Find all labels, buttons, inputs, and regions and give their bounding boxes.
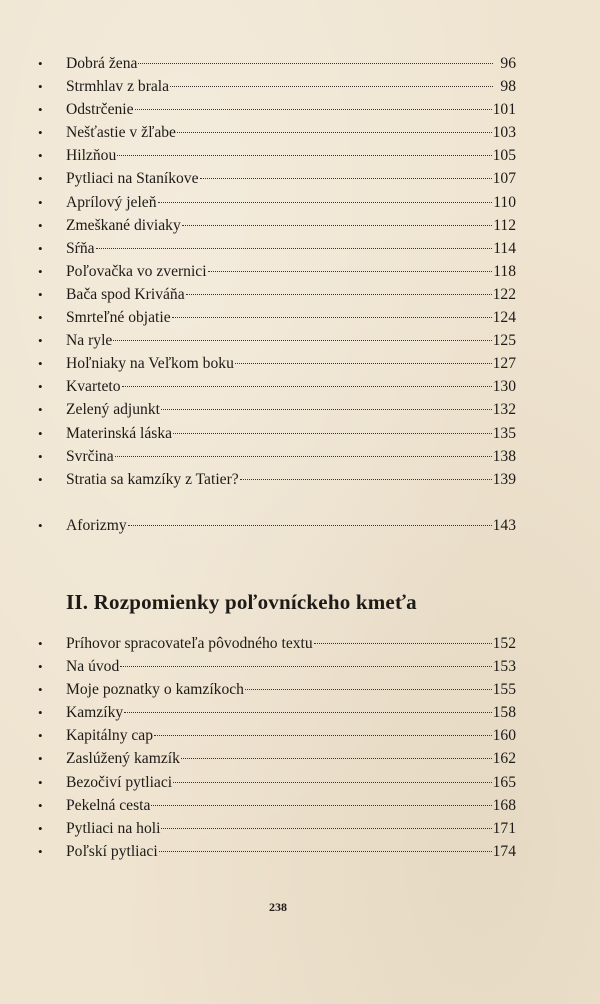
toc-entry-title: Kapitálny cap (66, 727, 154, 745)
toc-entry (36, 306, 516, 329)
toc-entry-page: 143 (492, 516, 516, 534)
toc-entry-page: 110 (493, 193, 516, 211)
toc-entry-title: Príhovor spracovateľa pôvodného textu (66, 635, 313, 652)
dot-leader (158, 202, 493, 203)
toc-entry-title: Strmhlav z brala (66, 78, 170, 96)
bullet: • (38, 79, 43, 95)
toc-entry-title: Svrčina (66, 447, 114, 465)
toc-entry (36, 771, 516, 794)
toc-entry-page: 165 (492, 773, 516, 791)
toc-entry (36, 167, 516, 190)
toc-entry (36, 747, 516, 770)
toc-entry (36, 840, 516, 863)
toc-entry-page: 127 (492, 355, 516, 373)
bullet: • (38, 402, 43, 418)
toc-entry-title: Materinská láska (66, 424, 173, 442)
toc-entry (36, 121, 516, 144)
toc-entry-title: Kvarteto (66, 378, 121, 396)
bullet: • (38, 125, 43, 141)
toc-entry (36, 352, 516, 375)
toc-entry-page: 118 (493, 262, 516, 280)
toc-entry-title: Pytliaci na Staníkove (66, 170, 199, 188)
toc-entry (36, 794, 516, 817)
toc-entry-page: 101 (492, 101, 516, 119)
toc-entry (36, 422, 516, 445)
bullet: • (38, 682, 43, 698)
toc-entry-page: 125 (492, 332, 516, 350)
bullet: • (38, 751, 43, 767)
dot-leader (170, 86, 493, 87)
bullet: • (38, 333, 43, 349)
toc-entry (36, 191, 516, 214)
bullet: • (38, 310, 43, 326)
dot-leader (159, 851, 492, 852)
bullet: • (38, 217, 43, 233)
dot-leader (138, 63, 493, 64)
toc-entry-title: Zaslúžený kamzík (66, 750, 180, 768)
toc-entry-title: Stratia sa kamzíky z Tatier? (66, 470, 239, 488)
toc-entry (36, 144, 516, 167)
dot-leader (128, 525, 492, 526)
toc-entry-page: 153 (492, 658, 516, 676)
toc-entry-title: Hoľniaky na Veľkom boku (66, 355, 234, 373)
toc-entry (36, 237, 516, 260)
toc-entry-title: Bača spod Kriváňa (66, 285, 185, 303)
bullet: • (38, 286, 43, 302)
toc-entry-page: 174 (492, 842, 516, 860)
toc-entry-page: 114 (493, 239, 516, 257)
dot-leader (200, 178, 492, 179)
toc-entry-page: 107 (492, 170, 516, 188)
toc-entry (36, 817, 516, 840)
toc-entry (36, 445, 516, 468)
toc-entry (36, 678, 516, 701)
toc-entry (36, 701, 516, 724)
dot-leader (172, 317, 492, 318)
toc-entry-page: 155 (492, 681, 516, 699)
toc-entry-title: Smrteľné objatie (66, 309, 171, 327)
toc-entry (36, 283, 516, 306)
dot-leader (181, 758, 492, 759)
toc-entry-page: 103 (492, 124, 516, 142)
toc-entry (36, 214, 516, 237)
toc-entry-title: Dobrá žena (66, 55, 138, 72)
toc-entry-title: Poľovačka vo zvernici (66, 262, 207, 280)
toc-entry-title: Hilzňou (66, 147, 117, 165)
toc-list-part1 (36, 52, 516, 537)
dot-leader (135, 109, 492, 110)
toc-entry (36, 724, 516, 747)
toc-entry-page: 135 (492, 424, 516, 442)
bullet: • (38, 263, 43, 279)
toc-entry-page: 168 (492, 796, 516, 814)
toc-entry-page: 105 (492, 147, 516, 165)
bullet: • (38, 797, 43, 813)
dot-leader (96, 248, 493, 249)
toc-entry-title: Pytliaci na holi (66, 819, 161, 837)
toc-entry (36, 468, 516, 491)
bullet: • (38, 194, 43, 210)
toc-entry-title: Nešťastie v žľabe (66, 124, 176, 142)
bullet: • (38, 636, 43, 651)
toc-entry-title: Aforizmy (66, 516, 127, 534)
toc-entry-title: Kamzíky (66, 704, 124, 722)
bullet: • (38, 705, 43, 721)
toc-entry-page: 124 (492, 309, 516, 327)
bullet: • (38, 171, 43, 187)
spacer (36, 491, 516, 514)
toc-entry-title: Pekelná cesta (66, 796, 151, 814)
bullet: • (38, 240, 43, 256)
bullet: • (38, 102, 43, 118)
dot-leader (161, 409, 492, 410)
dot-leader (115, 456, 492, 457)
dot-leader (120, 666, 491, 667)
toc-entry-title: Moje poznatky o kamzíkoch (66, 681, 244, 699)
dot-leader (235, 363, 492, 364)
toc-entry-page: 138 (492, 447, 516, 465)
toc-entry-title: Odstrčenie (66, 101, 134, 119)
toc-entry-page: 152 (492, 635, 516, 652)
toc-entry-title: Na ryle (66, 332, 113, 350)
toc-entry-page: 112 (493, 216, 516, 234)
dot-leader (182, 225, 492, 226)
dot-leader (113, 340, 491, 341)
toc-entry (36, 75, 516, 98)
toc-entry-page: 130 (492, 378, 516, 396)
toc-list-part2 (36, 632, 516, 863)
dot-leader (124, 712, 491, 713)
toc-entry-aforizmy (36, 514, 516, 537)
section-heading: II. Rozpomienky poľovníckeho kmeťa (66, 590, 417, 614)
dot-leader (151, 805, 491, 806)
bullet: • (38, 820, 43, 836)
toc-entry (36, 375, 516, 398)
dot-leader (122, 386, 492, 387)
toc-entry (36, 98, 516, 121)
bullet: • (38, 843, 43, 859)
dot-leader (161, 828, 491, 829)
toc-entry (36, 260, 516, 283)
bullet: • (38, 728, 43, 744)
dot-leader (173, 782, 492, 783)
toc-entry-title: Poľskí pytliaci (66, 842, 158, 860)
toc-entry-page: 98 (500, 78, 516, 96)
bullet: • (38, 148, 43, 164)
dot-leader (314, 643, 492, 644)
bullet: • (38, 659, 43, 675)
toc-entry (36, 52, 516, 75)
toc-entry (36, 398, 516, 421)
toc-entry-page: 122 (492, 285, 516, 303)
dot-leader (208, 271, 493, 272)
toc-entry-title: Sŕňa (66, 239, 95, 257)
page-number: 238 (269, 900, 287, 914)
toc-entry-page: 162 (492, 750, 516, 768)
toc-entry-title: Zelený adjunkt (66, 401, 160, 419)
bullet: • (38, 56, 43, 71)
bullet: • (38, 774, 43, 790)
dot-leader (117, 155, 491, 156)
toc-entry-title: Na úvod (66, 658, 120, 676)
bullet: • (38, 448, 43, 464)
toc-entry-page: 139 (492, 470, 516, 488)
toc-entry-page: 160 (492, 727, 516, 745)
toc-entry-title: Bezočiví pytliaci (66, 773, 173, 791)
toc-entry-title: Aprílový jeleň (66, 193, 157, 211)
toc-entry-page: 132 (492, 401, 516, 419)
bullet: • (38, 356, 43, 372)
toc-entry-page: 171 (492, 819, 516, 837)
bullet: • (38, 425, 43, 441)
dot-leader (240, 479, 492, 480)
dot-leader (154, 735, 492, 736)
toc-entry-page: 96 (500, 55, 516, 72)
toc-entry-page: 158 (492, 704, 516, 722)
toc-entry (36, 655, 516, 678)
dot-leader (186, 294, 492, 295)
dot-leader (245, 689, 492, 690)
dot-leader (177, 132, 492, 133)
dot-leader (173, 433, 492, 434)
toc-entry (36, 329, 516, 352)
toc-entry (36, 632, 516, 655)
bullet: • (38, 379, 43, 395)
bullet: • (38, 471, 43, 487)
bullet: • (38, 517, 43, 533)
toc-entry-title: Zmeškané diviaky (66, 216, 181, 234)
